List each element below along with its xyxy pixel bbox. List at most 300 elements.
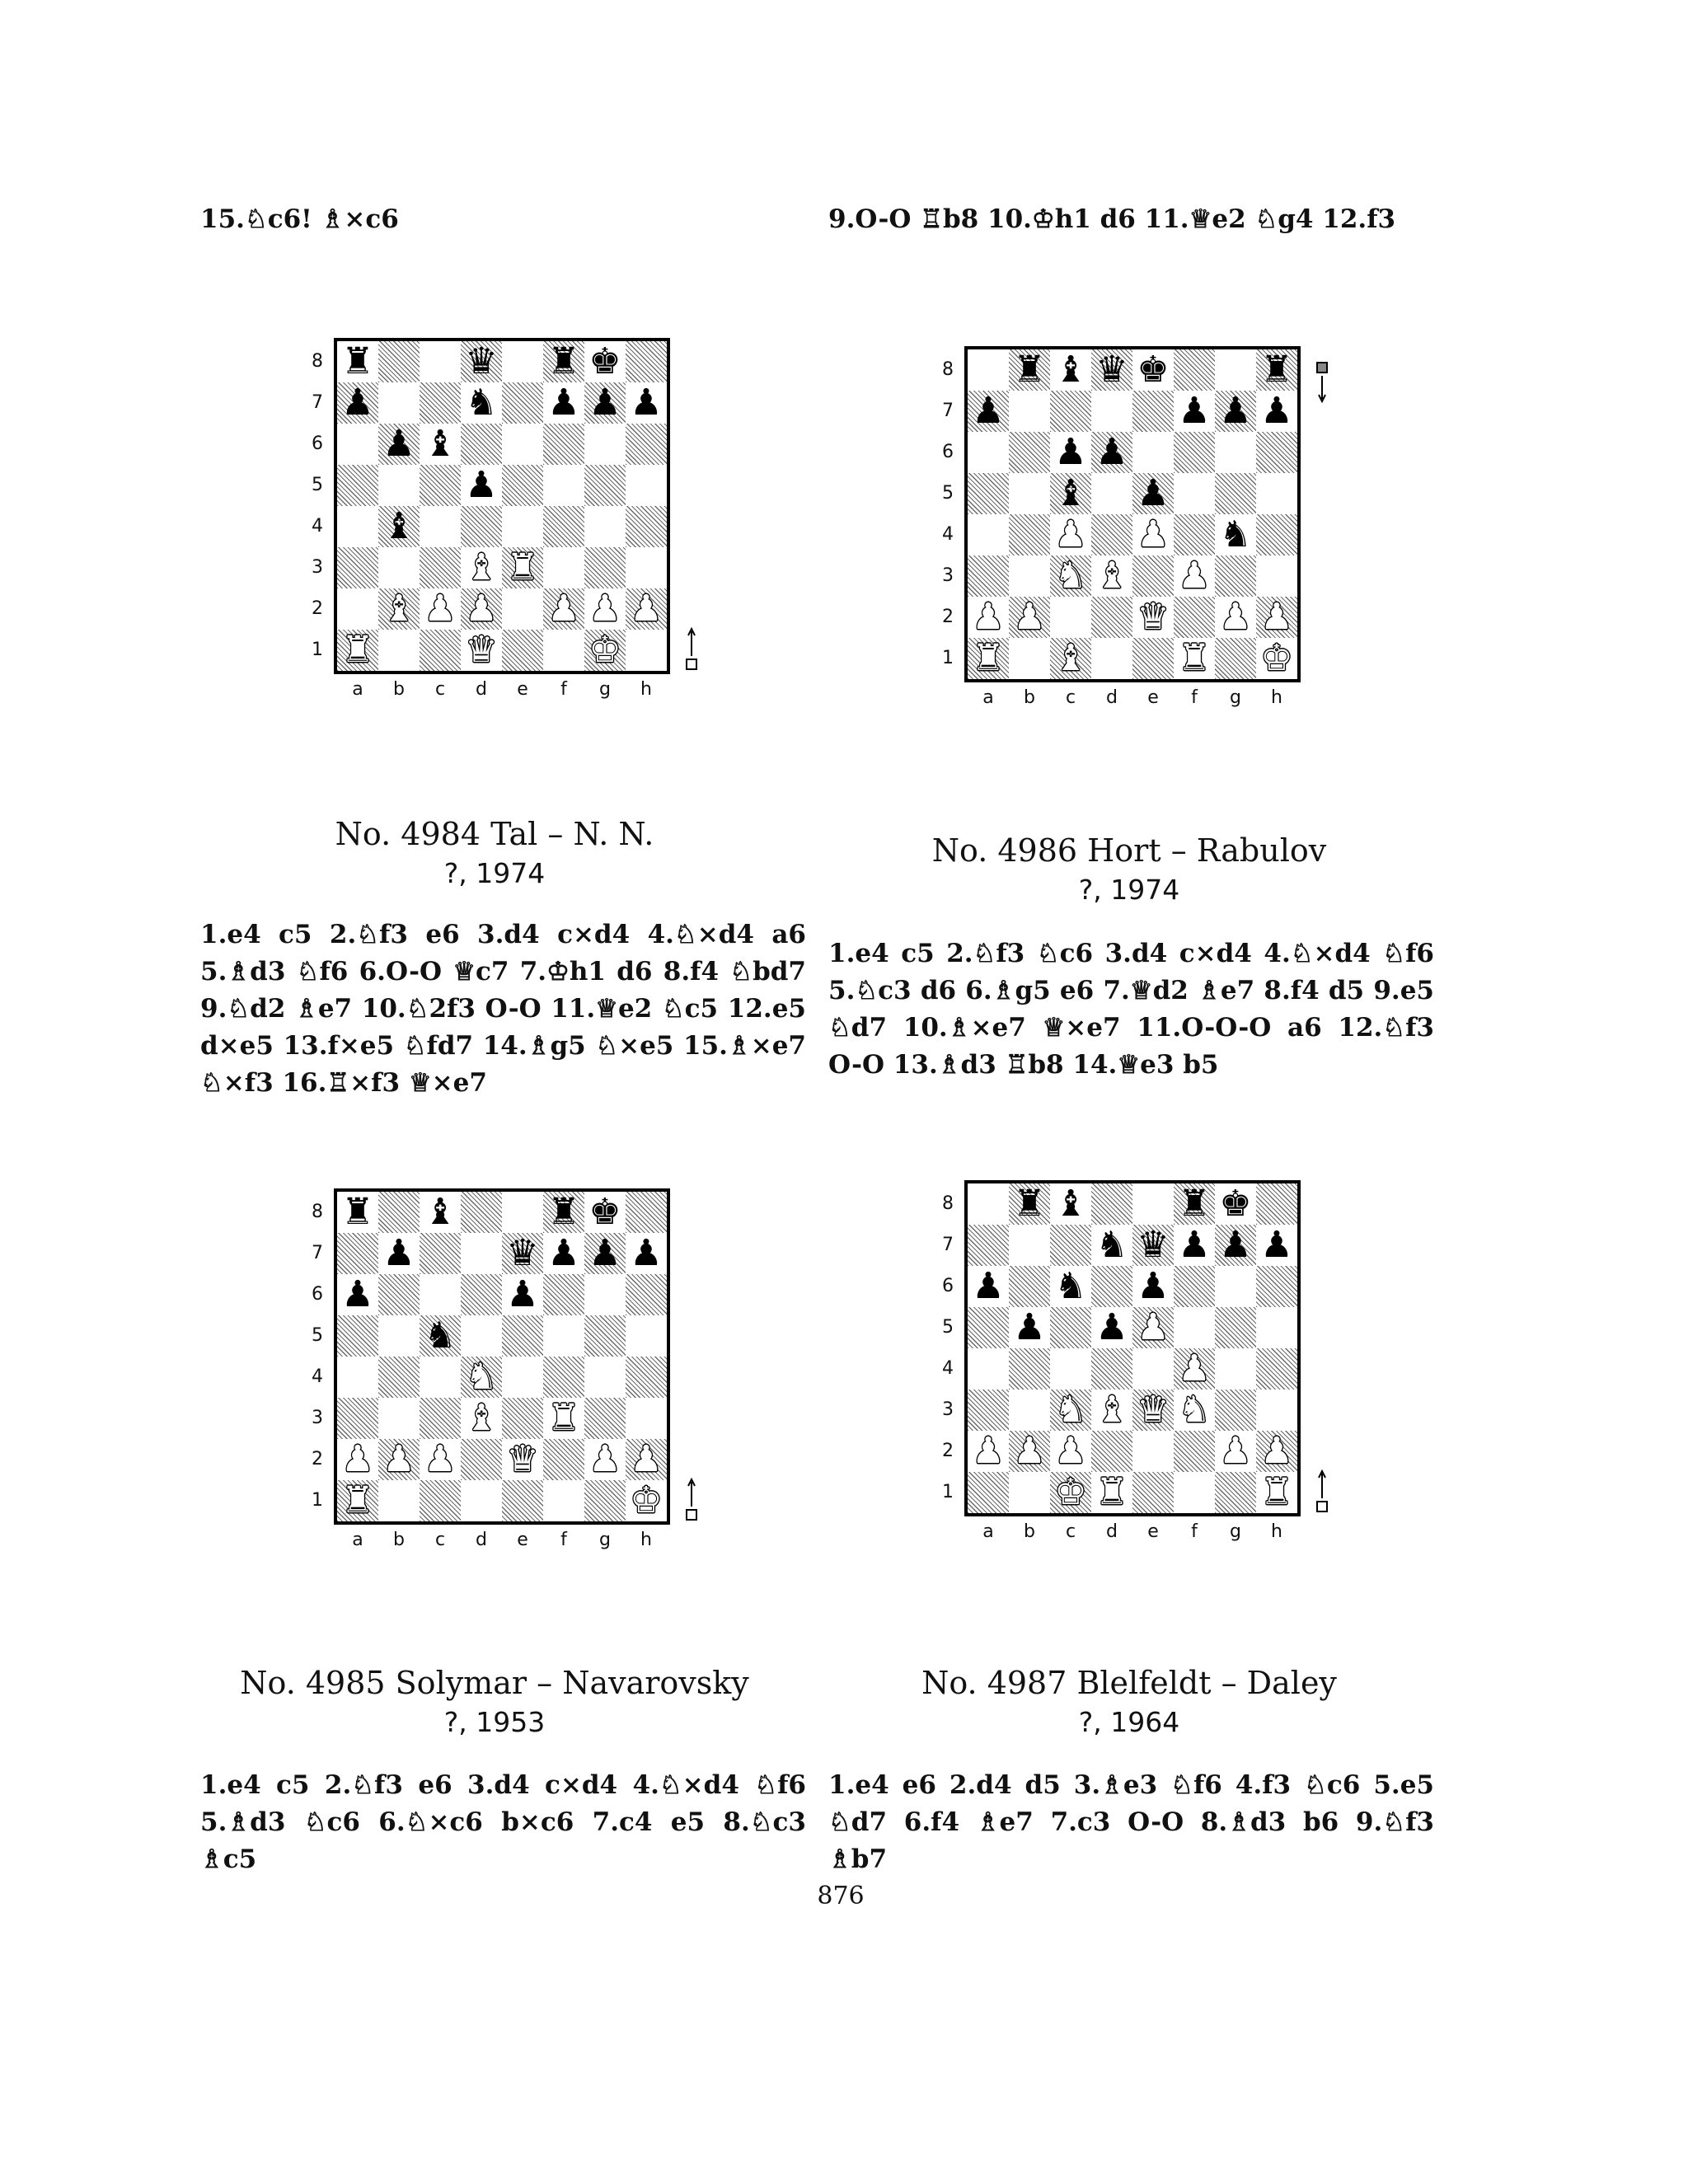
continuation-moves-right: 9.O-O ♖b8 10.♔h1 d6 11.♕e2 ♘g4 12.f3: [828, 204, 1396, 234]
black-pawn-icon: ♟: [1219, 1224, 1252, 1266]
light-square: [502, 1192, 543, 1233]
white-king-icon: ♚: [1260, 637, 1293, 679]
black-knight-icon: ♞: [1095, 1224, 1128, 1266]
dark-square: [337, 1398, 378, 1439]
white-rook-icon: ♜: [341, 629, 374, 671]
dark-square: [378, 341, 420, 382]
light-square: [1132, 1183, 1174, 1225]
black-knight-icon: ♞: [1054, 1265, 1087, 1307]
dark-square: [378, 1357, 420, 1398]
light-square: [1256, 555, 1297, 597]
white-pawn-icon: ♟: [341, 1438, 374, 1480]
light-square: [1215, 349, 1256, 391]
light-square: [626, 1398, 667, 1439]
black-pawn-icon: ♟: [341, 382, 374, 424]
file-label: e: [1147, 687, 1159, 708]
black-king-icon: ♚: [588, 340, 621, 382]
dark-square: [502, 1398, 543, 1439]
black-pawn-icon: ♟: [382, 423, 415, 465]
black-bishop-icon: ♝: [382, 505, 415, 547]
dark-square: [1215, 638, 1256, 679]
game-title: No. 4984 Tal – N. N.: [335, 816, 654, 852]
black-pawn-icon: ♟: [630, 382, 663, 424]
white-pawn-icon: ♟: [465, 588, 498, 630]
file-label: g: [599, 1530, 611, 1550]
file-label: d: [476, 1530, 487, 1550]
white-rook-icon: ♜: [1095, 1471, 1128, 1513]
black-pawn-icon: ♟: [1054, 431, 1087, 473]
dark-square: [968, 1307, 1009, 1348]
light-square: [337, 1357, 378, 1398]
light-square: [420, 1274, 461, 1315]
dark-square: [461, 1192, 502, 1233]
dark-square: [502, 1480, 543, 1521]
light-square: [1091, 391, 1132, 432]
light-square: [584, 1357, 626, 1398]
black-pawn-icon: ♟: [972, 390, 1005, 432]
light-square: [1174, 1472, 1215, 1513]
light-square: [1009, 638, 1050, 679]
file-label: b: [1024, 687, 1035, 708]
black-bishop-icon: ♝: [424, 423, 457, 465]
dark-square: [1009, 432, 1050, 473]
dark-square: [1174, 514, 1215, 555]
dark-square: [420, 547, 461, 588]
black-knight-icon: ♞: [1219, 513, 1252, 555]
light-square: [543, 1315, 584, 1357]
dark-square: [420, 382, 461, 424]
light-square: [626, 547, 667, 588]
dark-square: [1174, 597, 1215, 638]
rank-label: 6: [942, 442, 954, 462]
light-square: [378, 465, 420, 506]
game-moves: 1.e4 c5 2.♘f3 e6 3.d4 c×d4 4.♘×d4 a6 5.♗d3 ♘f6 6.O-O ♕c7 7.♔h1 d6 8.f4 ♘bd7 9.♘d2 ♗e7 10.♘2f3 O-O 11.♕e2 ♘c5 12.e5 d×e5 13.f×e5 ♘fd7 14.♗g5 ♘×e5 15.♗×e7 ♘×f3 16.♖×f3 ♕×e7: [200, 920, 806, 1098]
dark-square: [461, 424, 502, 465]
white-bishop-icon: ♝: [382, 588, 415, 630]
black-rook-icon: ♜: [547, 1191, 580, 1233]
white-queen-icon: ♛: [1137, 596, 1170, 638]
chess-diagram: [334, 338, 670, 674]
game-moves: 1.e4 c5 2.♘f3 e6 3.d4 c×d4 4.♘×d4 ♘f6 5.♗d3 ♘c6 6.♘×c6 b×c6 7.c4 e5 8.♘c3 ♗c5: [200, 1770, 806, 1874]
light-square: [543, 630, 584, 671]
black-pawn-icon: ♟: [547, 382, 580, 424]
black-pawn-icon: ♟: [1219, 390, 1252, 432]
dark-square: [502, 465, 543, 506]
black-bishop-icon: ♝: [1054, 472, 1087, 514]
dark-square: [1132, 1472, 1174, 1513]
black-rook-icon: ♜: [1013, 349, 1046, 391]
light-square: [378, 630, 420, 671]
white-pawn-icon: ♟: [1137, 1306, 1170, 1348]
rank-label: 1: [312, 640, 323, 660]
black-to-move-icon: [1314, 361, 1329, 410]
dark-square: [461, 1439, 502, 1480]
white-bishop-icon: ♝: [465, 1397, 498, 1439]
rank-label: 6: [312, 1284, 323, 1305]
rank-label: 4: [312, 1366, 323, 1387]
light-square: [378, 547, 420, 588]
rank-label: 5: [312, 475, 323, 495]
dark-square: [626, 1274, 667, 1315]
light-square: [1174, 473, 1215, 514]
rank-label: 2: [942, 607, 954, 627]
dark-square: [626, 341, 667, 382]
chess-diagram: [964, 1180, 1301, 1516]
white-pawn-icon: ♟: [1178, 555, 1211, 597]
file-label: c: [434, 1530, 446, 1550]
rank-label: 6: [312, 434, 323, 454]
game-moves: 1.e4 e6 2.d4 d5 3.♗e3 ♘f6 4.f3 ♘c6 5.e5 ♘d7 6.f4 ♗e7 7.c3 O-O 8.♗d3 b6 9.♘f3 ♗b7: [828, 1770, 1434, 1874]
white-pawn-icon: ♟: [547, 588, 580, 630]
rank-label: 1: [312, 1490, 323, 1511]
file-label: g: [1230, 687, 1241, 708]
light-square: [1050, 1348, 1091, 1390]
rank-label: 4: [942, 1358, 954, 1379]
white-to-move-icon: [683, 625, 698, 674]
file-label: g: [599, 679, 611, 700]
dark-square: [1174, 1431, 1215, 1472]
white-bishop-icon: ♝: [465, 546, 498, 588]
rank-label: 6: [942, 1276, 954, 1296]
file-label: b: [1024, 1521, 1035, 1542]
black-rook-icon: ♜: [341, 1191, 374, 1233]
dark-square: [420, 1480, 461, 1521]
dark-square: [1091, 597, 1132, 638]
file-label: a: [352, 679, 363, 700]
white-rook-icon: ♜: [506, 546, 539, 588]
white-pawn-icon: ♟: [424, 1438, 457, 1480]
light-square: [502, 588, 543, 630]
white-pawn-icon: ♟: [630, 588, 663, 630]
file-label: d: [1106, 1521, 1118, 1542]
light-square: [1132, 1431, 1174, 1472]
white-knight-icon: ♞: [465, 1356, 498, 1398]
light-square: [337, 506, 378, 547]
file-label: b: [393, 1530, 405, 1550]
dark-square: [1256, 432, 1297, 473]
game-moves: 1.e4 c5 2.♘f3 ♘c6 3.d4 c×d4 4.♘×d4 ♘f6 5.♘c3 d6 6.♗g5 e6 7.♕d2 ♗e7 8.f4 d5 9.e5 ♘d7 10.♗×e7 ♕×e7 11.O-O-O a6 12.♘f3 O-O 13.♗d3 ♖b8 14.♕e3 b5: [828, 939, 1434, 1080]
black-pawn-icon: ♟: [1095, 1306, 1128, 1348]
light-square: [420, 506, 461, 547]
dark-square: [1009, 1348, 1050, 1390]
dark-square: [1256, 514, 1297, 555]
game-place-year: ?, 1974: [443, 857, 546, 889]
black-pawn-icon: ♟: [465, 464, 498, 506]
white-rook-icon: ♜: [1260, 1471, 1293, 1513]
white-king-icon: ♚: [1054, 1471, 1087, 1513]
light-square: [378, 1398, 420, 1439]
black-queen-icon: ♛: [1137, 1224, 1170, 1266]
dark-square: [502, 630, 543, 671]
black-pawn-icon: ♟: [506, 1273, 539, 1315]
dark-square: [968, 1472, 1009, 1513]
black-pawn-icon: ♟: [588, 382, 621, 424]
dark-square: [1215, 555, 1256, 597]
white-rook-icon: ♜: [1178, 637, 1211, 679]
dark-square: [1256, 1266, 1297, 1307]
rank-label: 3: [942, 565, 954, 586]
game-place-year: ?, 1964: [1078, 1706, 1180, 1738]
light-square: [968, 1183, 1009, 1225]
black-pawn-icon: ♟: [1013, 1306, 1046, 1348]
continuation-moves-left: 15.♘c6! ♗×c6: [200, 204, 399, 234]
dark-square: [1132, 555, 1174, 597]
light-square: [502, 506, 543, 547]
light-square: [337, 588, 378, 630]
white-king-icon: ♚: [588, 629, 621, 671]
light-square: [543, 547, 584, 588]
file-label: h: [1271, 1521, 1282, 1542]
rank-label: 4: [942, 524, 954, 545]
black-rook-icon: ♜: [341, 340, 374, 382]
black-bishop-icon: ♝: [1054, 1183, 1087, 1225]
black-queen-icon: ♛: [506, 1232, 539, 1274]
light-square: [378, 1480, 420, 1521]
black-knight-icon: ♞: [424, 1315, 457, 1357]
light-square: [1256, 1390, 1297, 1431]
dark-square: [1132, 638, 1174, 679]
dark-square: [543, 1274, 584, 1315]
chess-diagram: [334, 1188, 670, 1525]
dark-square: [1050, 1307, 1091, 1348]
file-label: f: [560, 1530, 567, 1550]
dark-square: [1132, 391, 1174, 432]
white-pawn-icon: ♟: [1219, 1430, 1252, 1472]
light-square: [1132, 432, 1174, 473]
black-pawn-icon: ♟: [547, 1232, 580, 1274]
dark-square: [584, 465, 626, 506]
white-knight-icon: ♞: [1178, 1389, 1211, 1431]
black-queen-icon: ♛: [1095, 349, 1128, 391]
white-pawn-icon: ♟: [588, 1438, 621, 1480]
file-label: d: [1106, 687, 1118, 708]
white-queen-icon: ♛: [465, 629, 498, 671]
light-square: [543, 1480, 584, 1521]
file-label: f: [1191, 1521, 1198, 1542]
dark-square: [1091, 514, 1132, 555]
dark-square: [502, 1315, 543, 1357]
rank-label: 1: [942, 1482, 954, 1502]
black-rook-icon: ♜: [1178, 1183, 1211, 1225]
chess-diagram: [964, 346, 1301, 682]
white-to-move-icon: [1314, 1467, 1329, 1516]
black-pawn-icon: ♟: [1137, 1265, 1170, 1307]
black-pawn-icon: ♟: [382, 1232, 415, 1274]
black-pawn-icon: ♟: [1137, 472, 1170, 514]
dark-square: [968, 555, 1009, 597]
black-king-icon: ♚: [1137, 349, 1170, 391]
white-rook-icon: ♜: [972, 637, 1005, 679]
light-square: [626, 1315, 667, 1357]
file-label: e: [1147, 1521, 1159, 1542]
rank-label: 3: [312, 1408, 323, 1428]
file-label: c: [1065, 1521, 1076, 1542]
light-square: [420, 341, 461, 382]
dark-square: [1256, 1183, 1297, 1225]
black-pawn-icon: ♟: [1095, 431, 1128, 473]
white-pawn-icon: ♟: [1137, 513, 1170, 555]
file-label: h: [1271, 687, 1282, 708]
file-label: c: [1065, 687, 1076, 708]
rank-label: 5: [312, 1325, 323, 1346]
dark-square: [378, 1192, 420, 1233]
file-label: a: [352, 1530, 363, 1550]
dark-square: [1091, 1266, 1132, 1307]
file-label: e: [517, 679, 528, 700]
rank-label: 3: [312, 557, 323, 578]
dark-square: [1050, 1225, 1091, 1266]
light-square: [461, 1480, 502, 1521]
light-square: [378, 382, 420, 424]
black-pawn-icon: ♟: [341, 1273, 374, 1315]
black-pawn-icon: ♟: [588, 1232, 621, 1274]
dark-square: [584, 1398, 626, 1439]
white-to-move-icon: [683, 1475, 698, 1525]
dark-square: [1009, 1266, 1050, 1307]
dark-square: [337, 547, 378, 588]
light-square: [584, 424, 626, 465]
white-pawn-icon: ♟: [972, 596, 1005, 638]
light-square: [1009, 473, 1050, 514]
black-bishop-icon: ♝: [1054, 349, 1087, 391]
dark-square: [420, 1233, 461, 1274]
game-title: No. 4986 Hort – Rabulov: [931, 832, 1327, 869]
file-label: b: [393, 679, 405, 700]
dark-square: [420, 465, 461, 506]
dark-square: [543, 506, 584, 547]
light-square: [968, 432, 1009, 473]
white-knight-icon: ♞: [1054, 1389, 1087, 1431]
black-rook-icon: ♜: [1013, 1183, 1046, 1225]
dark-square: [337, 1315, 378, 1357]
white-pawn-icon: ♟: [1260, 596, 1293, 638]
light-square: [543, 465, 584, 506]
light-square: [1215, 432, 1256, 473]
game-place-year: ?, 1974: [1078, 874, 1180, 906]
white-knight-icon: ♞: [1054, 555, 1087, 597]
light-square: [378, 1315, 420, 1357]
white-pawn-icon: ♟: [1178, 1347, 1211, 1390]
black-knight-icon: ♞: [465, 382, 498, 424]
dark-square: [461, 1274, 502, 1315]
rank-label: 7: [942, 401, 954, 421]
file-label: e: [517, 1530, 528, 1550]
light-square: [968, 1348, 1009, 1390]
dark-square: [337, 1233, 378, 1274]
file-label: c: [434, 679, 446, 700]
black-rook-icon: ♜: [1260, 349, 1293, 391]
rank-label: 3: [942, 1399, 954, 1420]
white-king-icon: ♚: [630, 1479, 663, 1521]
white-pawn-icon: ♟: [972, 1430, 1005, 1472]
dark-square: [502, 382, 543, 424]
game-place-year: ?, 1953: [443, 1706, 546, 1738]
black-pawn-icon: ♟: [630, 1232, 663, 1274]
file-label: a: [982, 1521, 994, 1542]
white-pawn-icon: ♟: [1013, 596, 1046, 638]
rank-label: 4: [312, 516, 323, 537]
game-title: No. 4985 Solymar – Navarovsky: [240, 1665, 749, 1701]
black-bishop-icon: ♝: [424, 1191, 457, 1233]
dark-square: [1009, 514, 1050, 555]
light-square: [1009, 1472, 1050, 1513]
light-square: [1132, 1348, 1174, 1390]
dark-square: [1215, 1307, 1256, 1348]
dark-square: [1215, 473, 1256, 514]
light-square: [1091, 473, 1132, 514]
white-pawn-icon: ♟: [1054, 1430, 1087, 1472]
white-pawn-icon: ♟: [630, 1438, 663, 1480]
dark-square: [543, 424, 584, 465]
light-square: [626, 630, 667, 671]
white-pawn-icon: ♟: [588, 588, 621, 630]
dark-square: [1174, 1266, 1215, 1307]
dark-square: [1215, 1390, 1256, 1431]
black-pawn-icon: ♟: [1178, 390, 1211, 432]
white-rook-icon: ♜: [547, 1397, 580, 1439]
light-square: [968, 349, 1009, 391]
dark-square: [1091, 1431, 1132, 1472]
white-pawn-icon: ♟: [1054, 513, 1087, 555]
light-square: [337, 424, 378, 465]
white-bishop-icon: ♝: [1054, 637, 1087, 679]
black-queen-icon: ♛: [465, 340, 498, 382]
black-king-icon: ♚: [1219, 1183, 1252, 1225]
dark-square: [968, 1390, 1009, 1431]
dark-square: [1174, 349, 1215, 391]
black-pawn-icon: ♟: [1178, 1224, 1211, 1266]
rank-label: 5: [942, 483, 954, 504]
light-square: [461, 1233, 502, 1274]
rank-label: 7: [312, 392, 323, 413]
dark-square: [626, 424, 667, 465]
light-square: [1174, 1307, 1215, 1348]
light-square: [1009, 555, 1050, 597]
dark-square: [1215, 1472, 1256, 1513]
dark-square: [420, 1398, 461, 1439]
rank-label: 5: [942, 1317, 954, 1338]
rank-label: 8: [942, 1193, 954, 1214]
dark-square: [626, 1192, 667, 1233]
white-queen-icon: ♛: [1137, 1389, 1170, 1431]
dark-square: [461, 506, 502, 547]
dark-square: [1091, 1183, 1132, 1225]
light-square: [1091, 638, 1132, 679]
dark-square: [1050, 391, 1091, 432]
page-number: 876: [817, 1882, 865, 1910]
dark-square: [420, 630, 461, 671]
dark-square: [337, 465, 378, 506]
white-rook-icon: ♜: [341, 1479, 374, 1521]
rank-label: 2: [312, 598, 323, 619]
file-label: f: [1191, 687, 1198, 708]
dark-square: [626, 1357, 667, 1398]
file-label: f: [560, 679, 567, 700]
rank-label: 8: [312, 1202, 323, 1222]
rank-label: 8: [942, 359, 954, 380]
dark-square: [584, 547, 626, 588]
rank-label: 2: [312, 1449, 323, 1469]
file-label: a: [982, 687, 994, 708]
white-pawn-icon: ♟: [1013, 1430, 1046, 1472]
light-square: [584, 506, 626, 547]
dark-square: [543, 1439, 584, 1480]
light-square: [1256, 473, 1297, 514]
light-square: [968, 514, 1009, 555]
file-label: h: [640, 679, 652, 700]
black-pawn-icon: ♟: [1260, 1224, 1293, 1266]
light-square: [461, 1315, 502, 1357]
